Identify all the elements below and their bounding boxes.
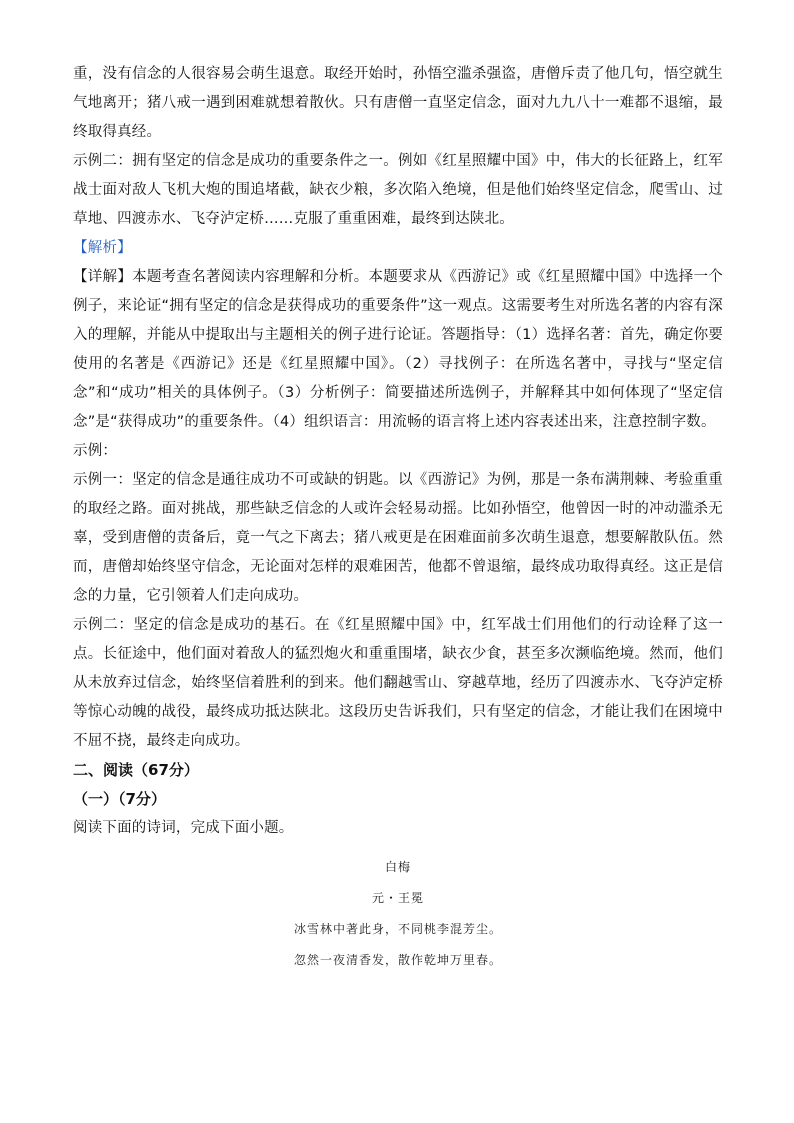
poem-line: 冰雪林中著此身，不同桃李混芳尘。 [293, 922, 502, 936]
section-heading: 二、阅读（67分） [73, 761, 199, 779]
example-one-paragraph: 示例一：坚定的信念是通往成功不可或缺的钥匙。以《西游记》为例，那是一条布满荆棘、考验重重的取经之路。面对挑战，那些缺乏信念的人或许会轻易动摇。比如孙悟空，他曾因一时的冲动滥杀无辜，受到唐僧的责备后，竟一气之下离去；猪八戒更是在困难面前多次萌生退意，想要解散队伍。然而，唐僧却始终坚守信念，无论面对怎样的艰难困苦，他都不曾退缩，最终成功取得真经。这正是信念的力量，它引领着人们走向成功。 [73, 472, 723, 604]
example-label: 示例： [73, 443, 118, 459]
example-two-paragraph: 示例二：拥有坚定的信念是成功的重要条件之一。例如《红星照耀中国》中，伟大的长征路上，红军战士面对敌人飞机大炮的围追堵截，缺衣少粮，多次陷入绝境，但是他们始终坚定信念，爬雪山、过草地、四渡赤水、飞夺泸定桥……克服了重重困难，最终到达陕北。 [73, 153, 723, 227]
detail-paragraph: 【详解】本题考查名著阅读内容理解和分析。本题要求从《西游记》或《红星照耀中国》中选择一个例子，来论证“拥有坚定的信念是获得成功的重要条件”这一观点。这需要考生对所选名著的内容有深入的理解，并能从中提取出与主题相关的例子进行论证。答题指导：（1）选择名著：首先，确定你要使用的名著是《西游记》还是《红星照耀中国》。（2）寻找例子：在所选名著中，寻找与“坚定信念”和“成功”相关的具体例子。（3）分析例子：简要描述所选例子，并解释其中如何体现了“坚定信念”是“获得成功”的重要条件。（4）组织语言：用流畅的语言将上述内容表述出来，注意控制字数。 [73, 269, 723, 430]
body-paragraph: 重，没有信念的人很容易会萌生退意。取经开始时，孙悟空滥杀强盗，唐僧斥责了他几句，悟空就生气地离开；猪八戒一遇到困难就想着散伙。只有唐僧一直坚定信念，面对九九八十一难都不退缩，最终取得真经。 [73, 66, 723, 140]
poem [73, 852, 723, 976]
poem-author: 元・王冕 [371, 891, 424, 905]
example-two-detail-paragraph: 示例二：坚定的信念是成功的基石。在《红星照耀中国》中，红军战士们用他们的行动诠释了这一点。长征途中，他们面对着敌人的猛烈炮火和重重围堵，缺衣少食，甚至多次濒临绝境。然而，他们从未放弃过信念，始终坚信着胜利的到来。他们翻越雪山、穿越草地，经历了四渡赤水、飞夺泸定桥等惊心动魄的战役，最终成功抵达陕北。这段历史告诉我们，只有坚定的信念，才能让我们在困境中不屈不挠，最终走向成功。 [73, 617, 723, 749]
poem-line: 忽然一夜清香发，散作乾坤万里春。 [293, 953, 502, 967]
document-page [73, 60, 723, 976]
analysis-label: 【解析】 [73, 240, 132, 256]
reading-instruction: 阅读下面的诗词，完成下面小题。 [73, 820, 294, 836]
poem-title: 白梅 [384, 860, 411, 874]
subsection-heading: （一）（7分） [73, 790, 166, 808]
